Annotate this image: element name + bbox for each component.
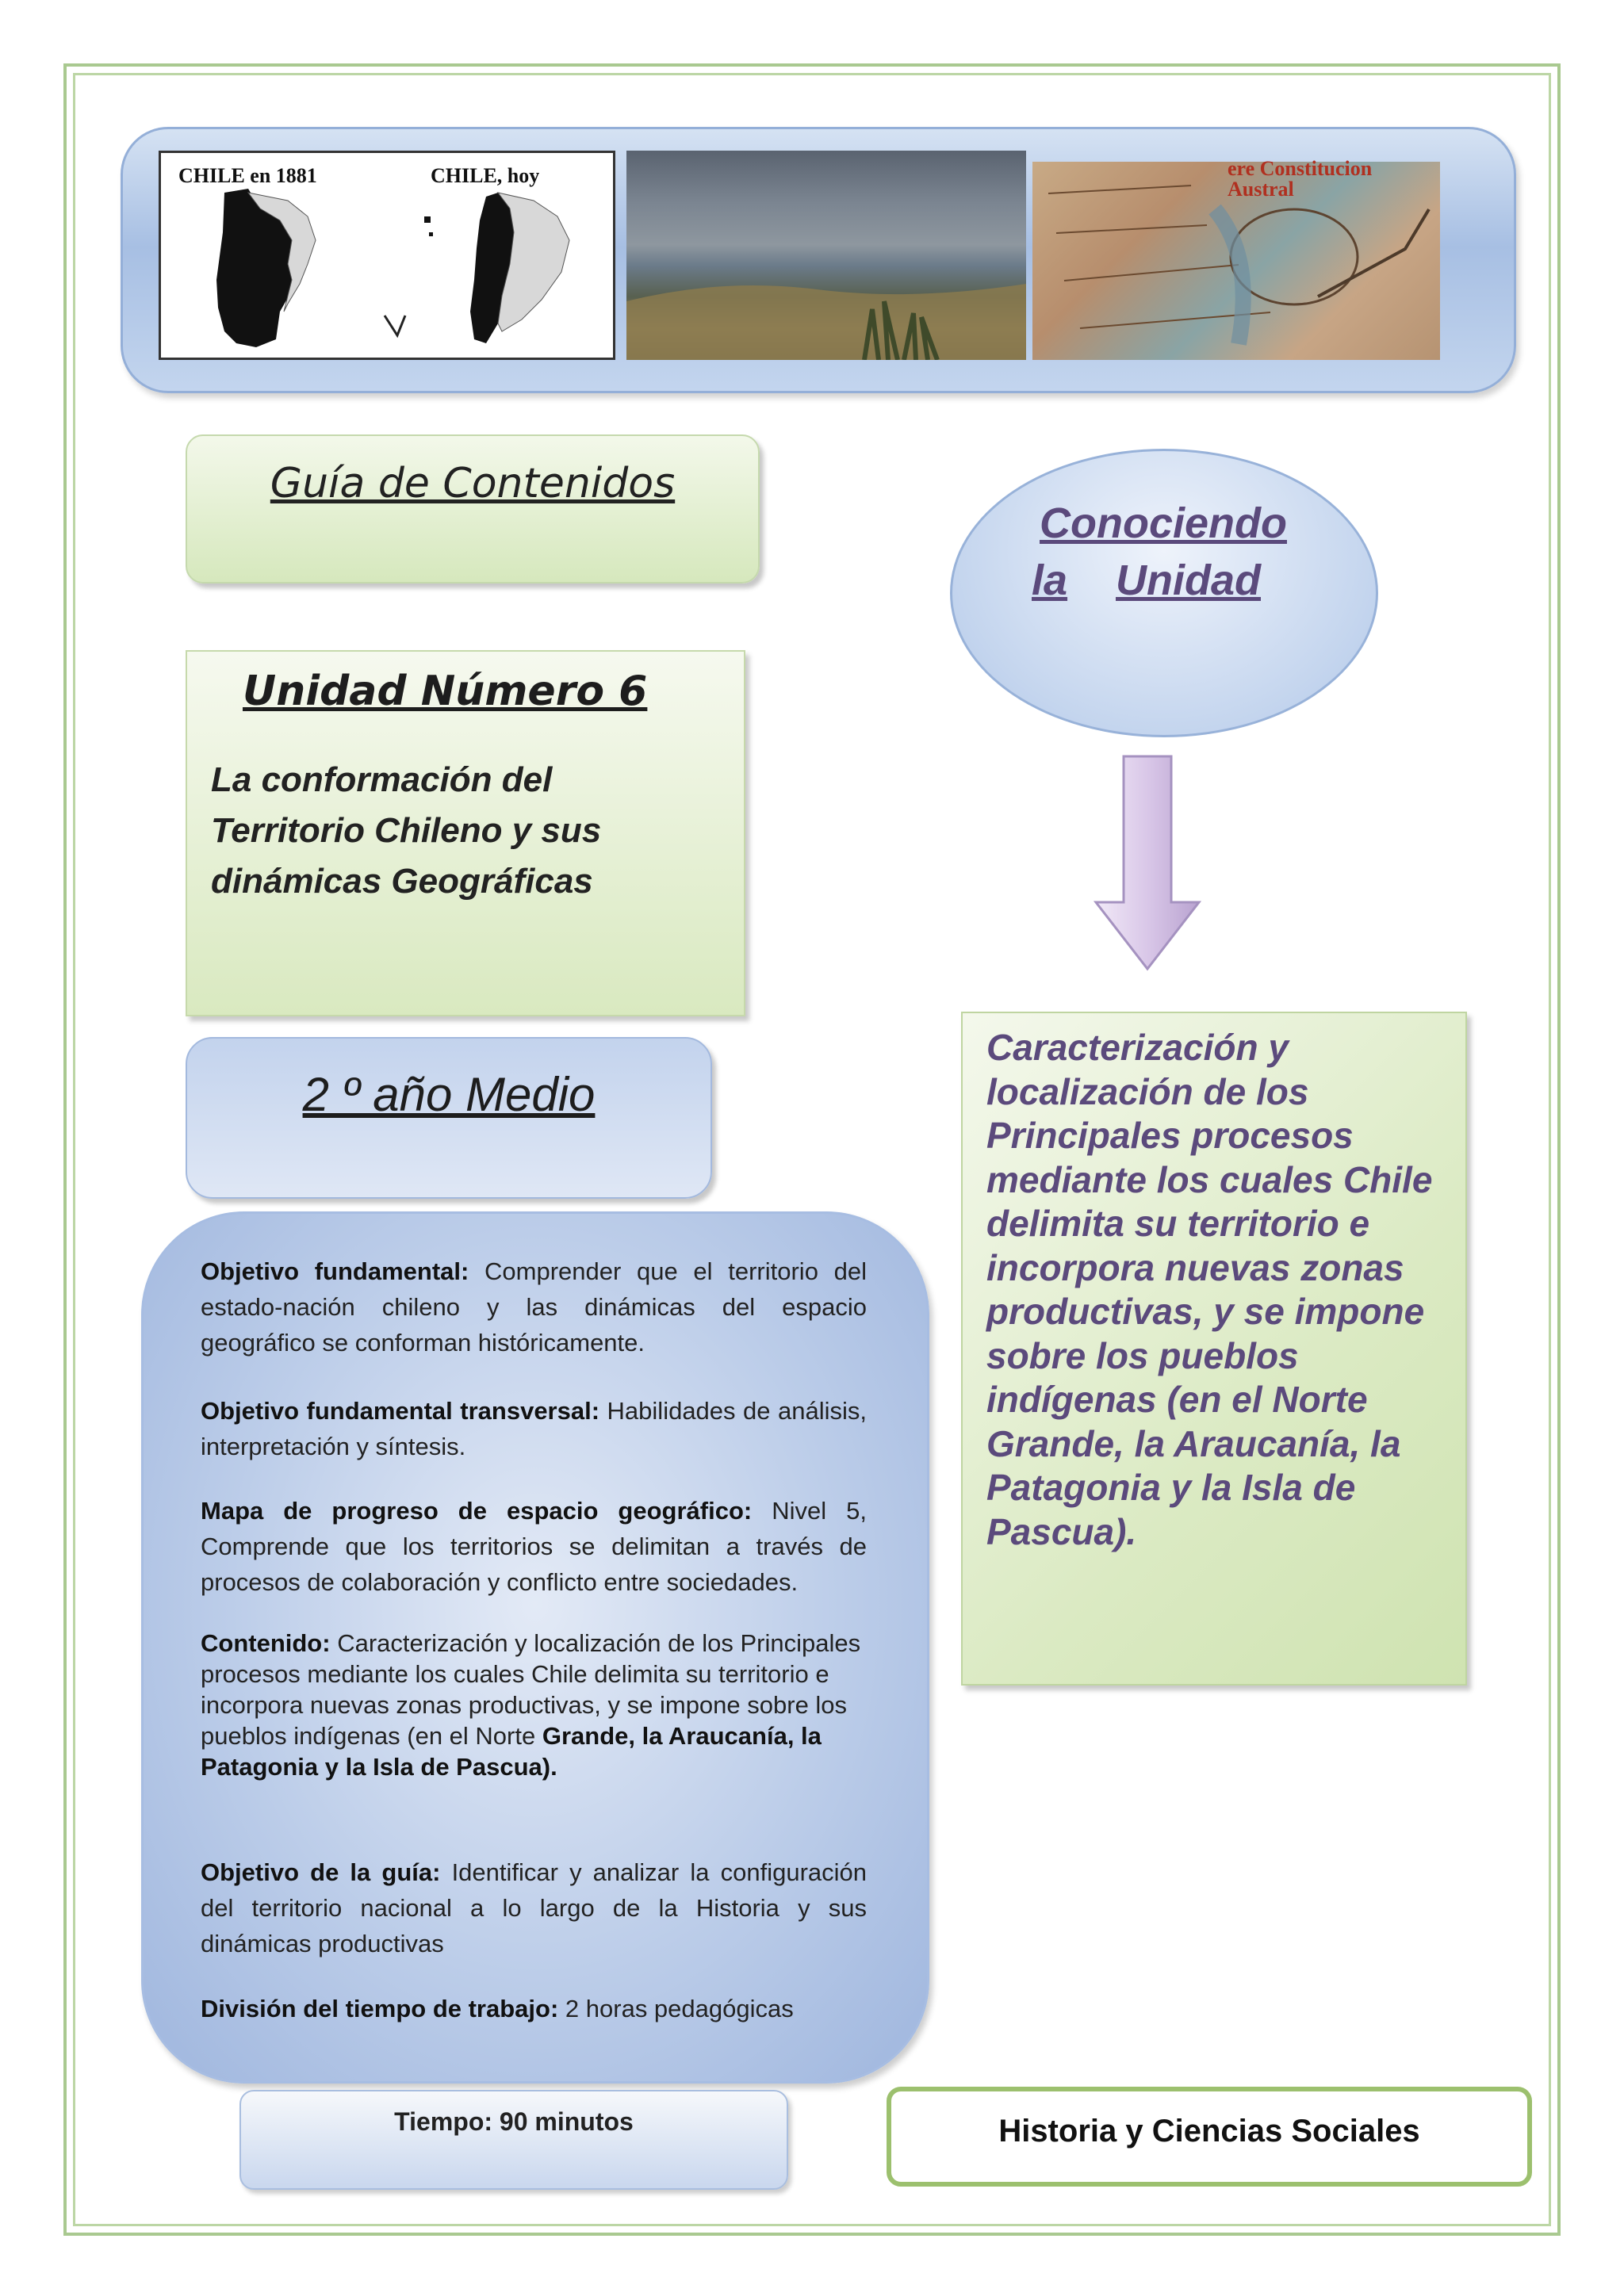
mapa-progreso xyxy=(201,1493,867,1600)
objetivo-guia-text: Identificar y analizar la configuración del territorio nacional a lo largo de la Historia y sus dinámicas productivas xyxy=(201,1858,867,1957)
unidad-subtitle xyxy=(211,755,718,907)
caracterizacion-text: Caracterización y localización de los Principales procesos mediante los cuales Chile delimita su territorio e incorpora nuevas zonas productivas, y se impone sobre los pueblos indígenas (en el Norte Grande, la Araucanía, la Patagonia y la Isla de Pascua). xyxy=(986,1027,1433,1552)
contenido-label: Contenido: xyxy=(201,1629,331,1657)
tiempo-box xyxy=(239,2090,788,2190)
tiempo-label: Tiempo: 90 minutos xyxy=(394,2107,634,2136)
chile-maps-image xyxy=(159,151,615,360)
division-tiempo-text: 2 horas pedagógicas xyxy=(565,1995,794,2022)
objetivo-fundamental xyxy=(201,1253,867,1360)
objetivo-guia-label: Objetivo de la guía: xyxy=(201,1858,441,1886)
historical-map-illustration xyxy=(1032,162,1440,360)
contenido-bold-text: Grande, la Araucanía, la Patagonia y la Isla de Pascua). xyxy=(201,1722,822,1781)
chile-maps-illustration xyxy=(161,153,613,358)
conociendo-line1: Conociendo xyxy=(1040,499,1287,547)
division-tiempo xyxy=(201,1991,867,2026)
objetivo-fundamental-text: Comprender que el territorio del estado-nación chileno y las dinámicas del espacio geográfico se conforman históricamente. xyxy=(201,1257,867,1357)
mapa-progreso-text: Nivel 5, Comprende que los territorios se delimitan a través de procesos de colaboración y conflicto entre sociedades. xyxy=(201,1497,867,1596)
objetivo-transversal xyxy=(201,1393,867,1464)
asignatura-box xyxy=(887,2087,1532,2187)
unidad-subtitle-line1: La conformación del xyxy=(211,760,553,799)
division-tiempo-label: División del tiempo de trabajo: xyxy=(201,1995,559,2022)
unidad-title: Unidad Número 6 xyxy=(243,668,648,715)
objetivo-fundamental-label: Objetivo fundamental: xyxy=(201,1257,469,1285)
map-caption-1881: CHILE en 1881 xyxy=(178,164,317,187)
conociendo-line2a: la xyxy=(1032,557,1068,604)
caracterizacion-box xyxy=(961,1012,1467,1686)
guia-contenidos-box xyxy=(186,434,760,584)
mapa-progreso-label: Mapa de progreso de espacio geográfico: xyxy=(201,1497,753,1525)
unidad-box xyxy=(186,650,745,1016)
map-title-text: ere Constitucion Austral xyxy=(1228,157,1373,201)
objetivos-box xyxy=(141,1211,929,2084)
conociendo-oval xyxy=(950,449,1378,737)
anio-label: 2 º año Medio xyxy=(302,1068,596,1121)
historical-map-image xyxy=(1032,157,1440,360)
coast-plants-illustration xyxy=(626,151,1026,360)
guia-title: Guía de Contenidos xyxy=(270,460,676,507)
unidad-subtitle-line3: dinámicas Geográficas xyxy=(211,862,593,901)
contenido-text: Caracterización y localización de los Principales procesos mediante los cuales Chile delimita su territorio e incorpora nuevas zonas productivas, y se impone sobre los pueblos indígenas (en el Norte xyxy=(201,1629,861,1750)
conociendo-line2b: Unidad xyxy=(1116,557,1261,604)
contenido xyxy=(201,1628,867,1782)
asignatura-label: Historia y Ciencias Sociales xyxy=(998,2114,1420,2149)
objetivo-transversal-text: Habilidades de análisis, interpretación y síntesis. xyxy=(201,1397,867,1460)
map-caption-hoy: CHILE, hoy xyxy=(431,164,540,187)
down-arrow-icon xyxy=(1088,753,1207,975)
objetivo-guia xyxy=(201,1854,867,1961)
anio-box xyxy=(186,1037,712,1199)
objetivo-transversal-label: Objetivo fundamental transversal: xyxy=(201,1397,600,1425)
coast-photo-image xyxy=(626,151,1026,360)
unidad-subtitle-line2: Territorio Chileno y sus xyxy=(211,811,602,850)
